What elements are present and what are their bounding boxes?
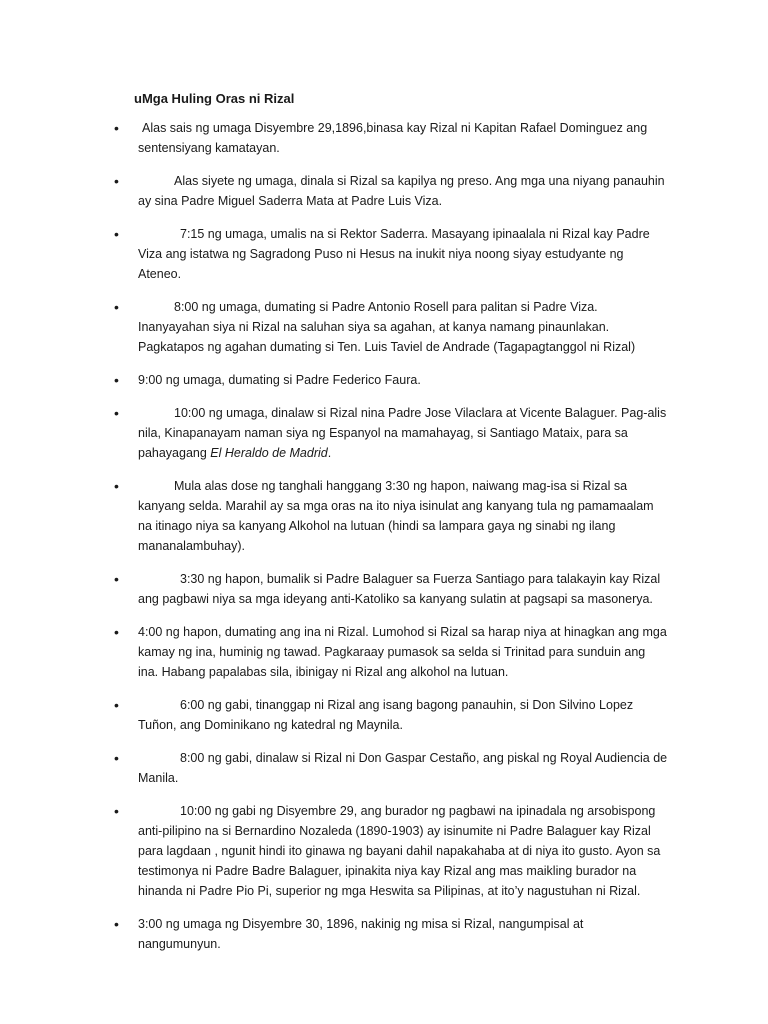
list-item-text: 9:00 ng umaga, dumating si Padre Federico Faura. [138, 373, 421, 387]
list-item [114, 118, 668, 158]
list-item [114, 476, 668, 556]
list-item [114, 748, 668, 788]
list-item-text: 8:00 ng gabi, dinalaw si Rizal ni Don Gaspar Cestaño, ang piskal ng Royal Audiencia de Manila. [138, 751, 668, 785]
list-item-text: 10:00 ng umaga, dinalaw si Rizal nina Padre Jose Vilaclara at Vicente Balaguer. Pag-alis nila, Kinapanayam naman siya ng Espanyol na mamahayag, si Santiago Mataix, para sa pahayagang [138, 406, 667, 460]
bullet-icon: • [114, 803, 119, 819]
list-item [114, 171, 668, 211]
list-item [114, 622, 668, 682]
bullet-icon: • [114, 405, 119, 421]
list-item-text: Alas siyete ng umaga, dinala si Rizal sa kapilya ng preso. Ang mga una niyang panauhin ay sina Padre Miguel Saderra Mata at Padre Luis Viza. [138, 174, 665, 208]
publication-name: El Heraldo de Madrid [210, 446, 328, 460]
bullet-icon: • [114, 697, 119, 713]
list-item [114, 403, 668, 463]
list-item-text: 7:15 ng umaga, umalis na si Rektor Saderra. Masayang ipinaalala ni Rizal kay Padre Viza ang istatwa ng Sagradong Puso ni Hesus na inukit niya noong siyay estudyante ng Ateneo. [138, 227, 650, 281]
list-item [114, 370, 668, 390]
list-item-text: 3:00 ng umaga ng Disyembre 30, 1896, nakinig ng misa si Rizal, nangumpisal at nangumunyun. [138, 917, 584, 951]
bullet-icon: • [114, 173, 119, 189]
list-item-text: 3:30 ng hapon, bumalik si Padre Balaguer sa Fuerza Santiago para talakayin kay Rizal ang pagbawi niya sa mga ideyang anti-Katoliko sa kanyang sulatin at pagsapi sa masonerya. [138, 572, 661, 606]
list-item [114, 297, 668, 357]
list-item [114, 695, 668, 735]
bullet-icon: • [114, 571, 119, 587]
list-item-text: 10:00 ng gabi ng Disyembre 29, ang burador ng pagbawi na ipinadala ng arsobispong anti-pilipino na si Bernardino Nozaleda (1890-1903) ay isinumite ni Padre Balaguer kay Rizal para lagdaan , ngunit hindi ito ginawa ng bayani dahil napakahaba at di niya ito gusto. Ayon sa testimonya ni Padre Badre Balaguer, ipinakita niya kay Rizal ang mas maikling burador na hinanda ni Padre Pio Pi, superior ng mga Heswita sa Pilipinas, at ito’y nagustuhan ni Rizal. [138, 804, 661, 898]
list-item-text-end: . [327, 446, 332, 460]
bullet-icon: • [114, 226, 119, 242]
bullet-icon: • [114, 750, 119, 766]
timeline-list [114, 118, 668, 954]
list-item-text: 4:00 ng hapon, dumating ang ina ni Rizal. Lumohod si Rizal sa harap niya at hinagkan ang mga kamay ng ina, huminig ng tawad. Pagkaraay pumasok sa selda si Trinitad para sunduin ang ina. Habang papalabas sila, ibinigay ni Rizal ang alkohol na lutuan. [138, 625, 667, 679]
bullet-icon: • [114, 372, 119, 388]
list-item-text: 8:00 ng umaga, dumating si Padre Antonio Rosell para palitan si Padre Viza. Inanyayahan siya ni Rizal na saluhan siya sa agahan, at kanya namang pinaunlakan. Pagkatapos ng agahan dumating si Ten. Luis Taviel de Andrade (Tagapagtanggol ni Rizal) [138, 300, 636, 354]
bullet-icon: • [114, 624, 119, 640]
document-title: uMga Huling Oras ni Rizal [134, 91, 295, 106]
list-item [114, 801, 668, 901]
bullet-icon: • [114, 299, 119, 315]
list-item [114, 569, 668, 609]
bullet-icon: • [114, 916, 119, 932]
list-item-text: Alas sais ng umaga Disyembre 29,1896,binasa kay Rizal ni Kapitan Rafael Dominguez ang sentensiyang kamatayan. [138, 121, 648, 155]
bullet-icon: • [114, 478, 119, 494]
list-item [114, 914, 668, 954]
bullet-icon: • [114, 120, 119, 136]
list-item [114, 224, 668, 284]
list-item-text: Mula alas dose ng tanghali hanggang 3:30 ng hapon, naiwang mag-isa si Rizal sa kanyang selda. Marahil ay sa mga oras na ito niya isinulat ang kanyang tula ng pamamaalam na itinago niya sa kanyang Alkohol na lutuan (hindi sa lampara gaya ng sinabi ng ilang mananalambuhay). [138, 479, 654, 553]
list-item-text: 6:00 ng gabi, tinanggap ni Rizal ang isang bagong panauhin, si Don Silvino Lopez Tuñon, ang Dominikano ng katedral ng Maynila. [138, 698, 634, 732]
